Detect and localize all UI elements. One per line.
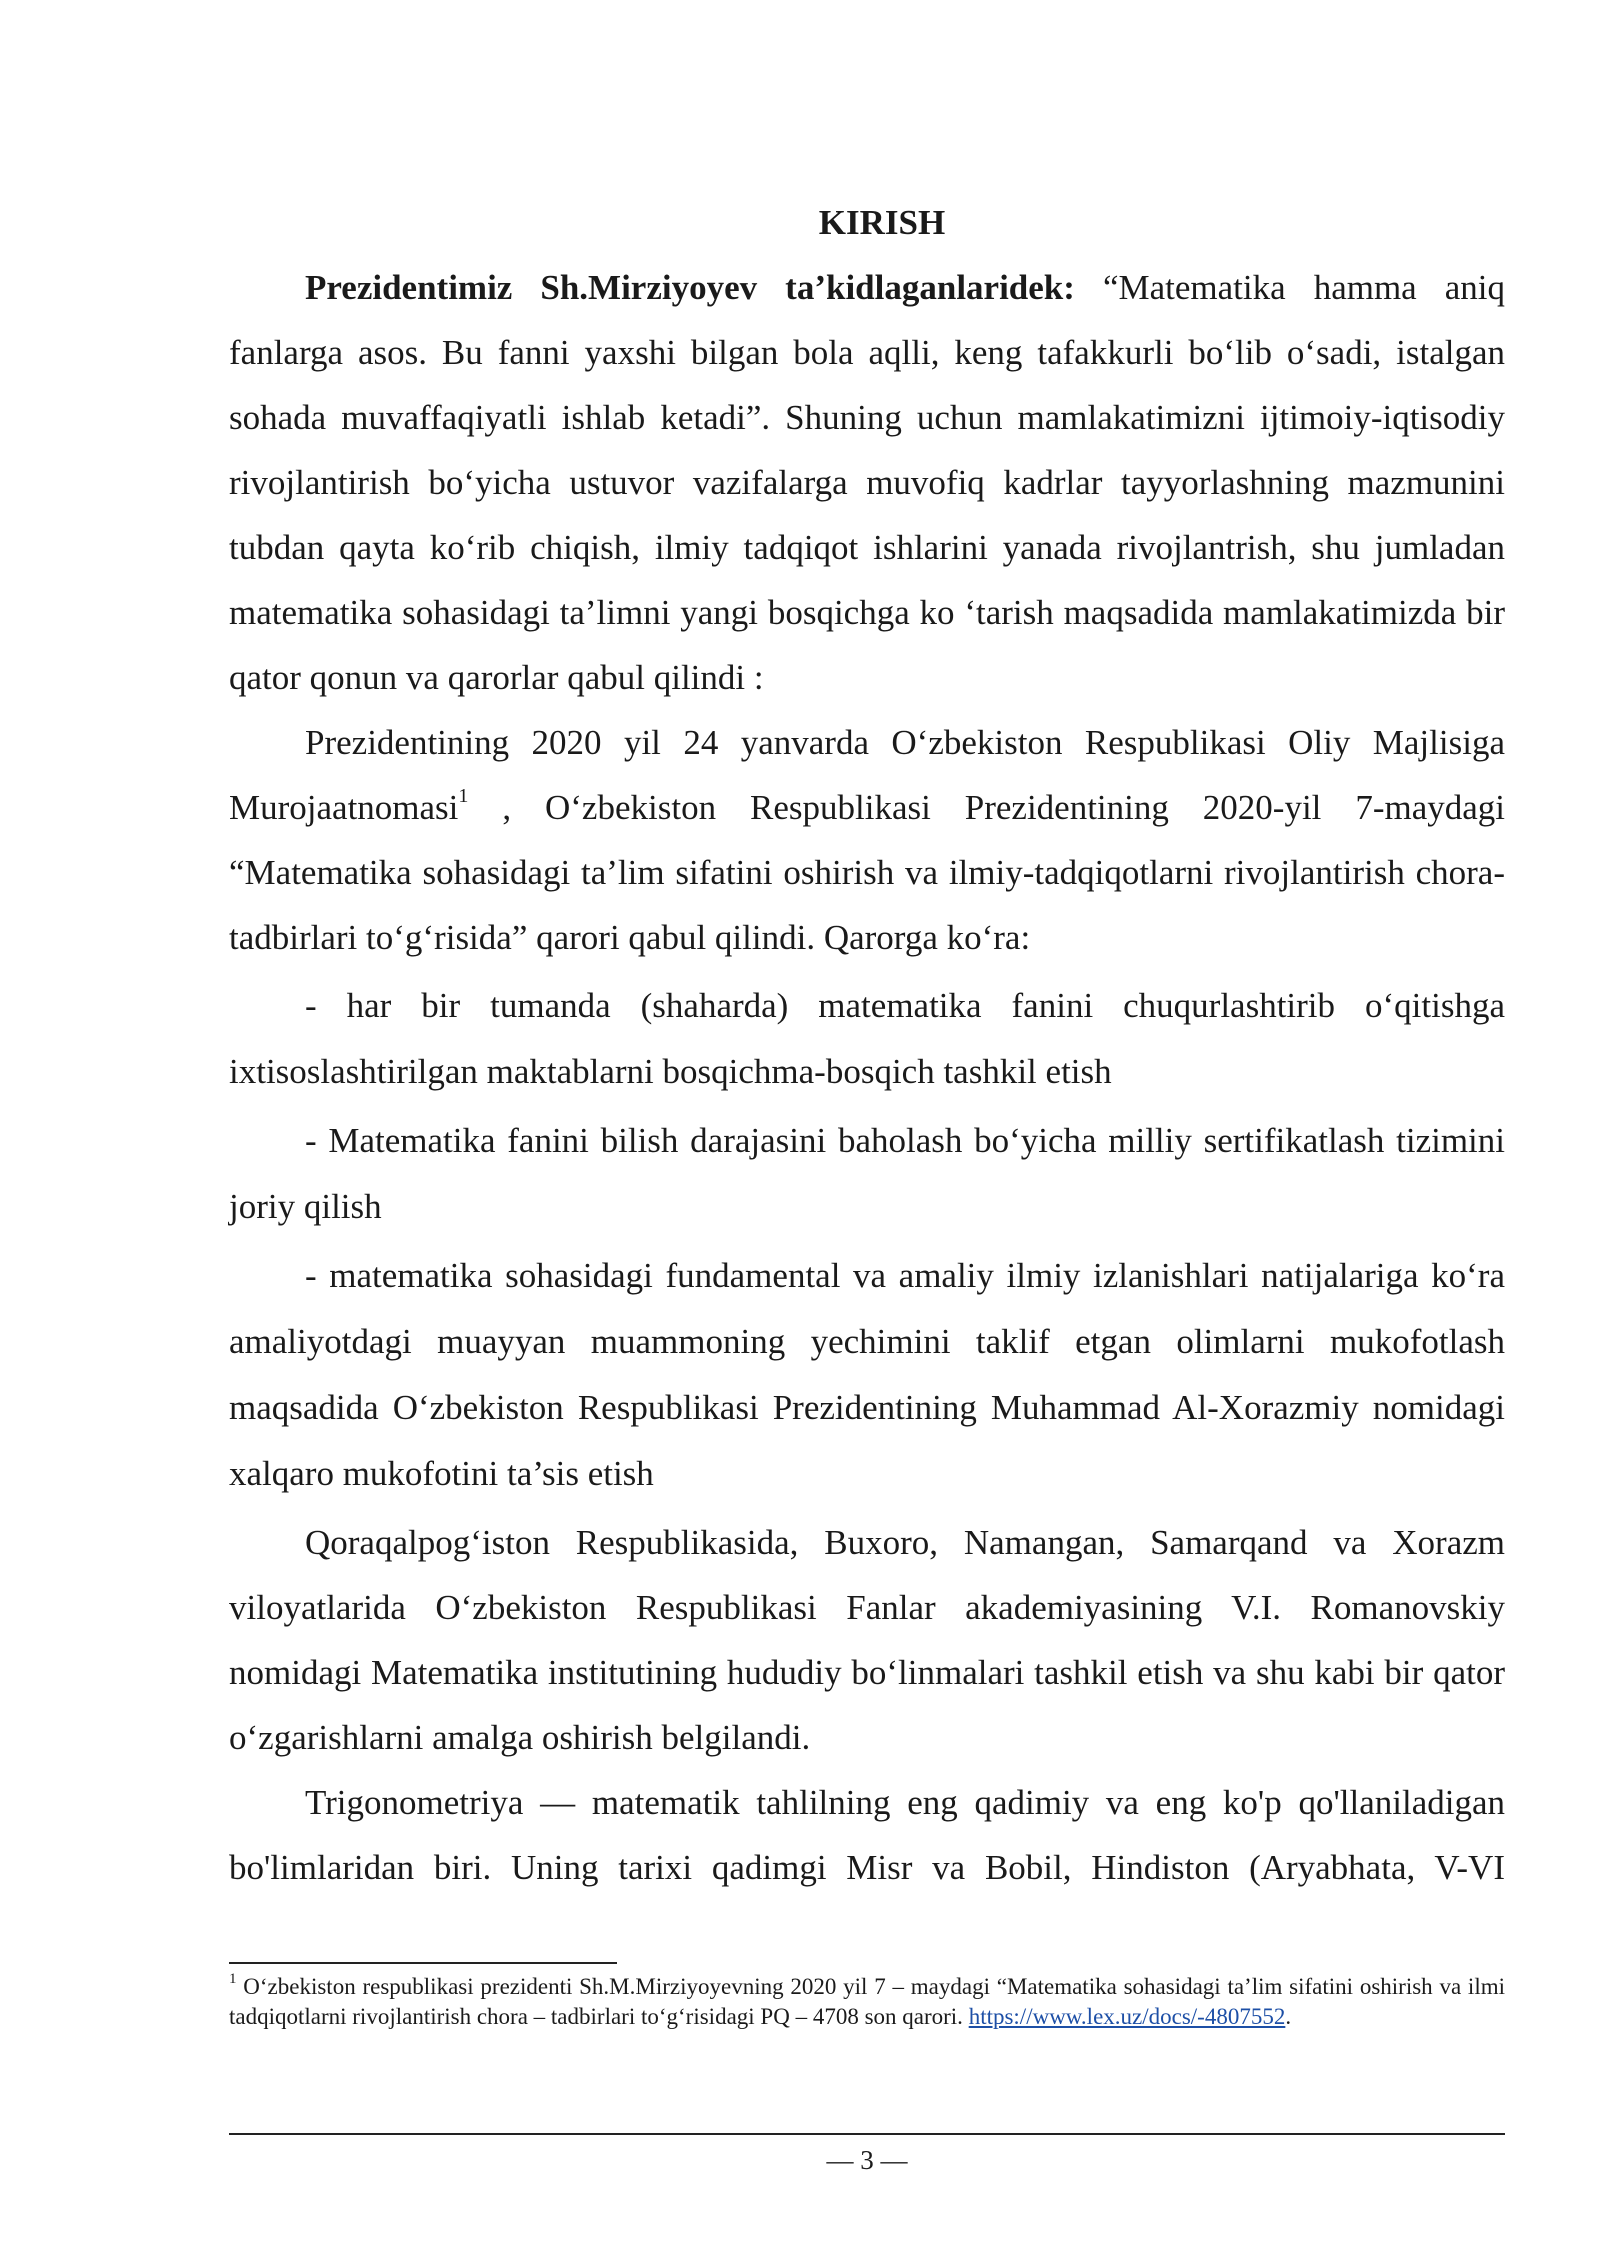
list-item: - Matematika fanini bilish darajasini baholash bo‘yicha milliy sertifikatlash tizimini joriy qilish [229, 1121, 1505, 1226]
footnote-number: 1 [229, 1971, 237, 1988]
list-item: - har bir tumanda (shaharda) matematika fanini chuqurlashtirib o‘qitishga ixtisoslashtirilgan maktablarni bosqichma-bosqich tashkil etish [229, 986, 1505, 1091]
footnote-end: . [1285, 2004, 1292, 2029]
footer-divider [229, 2133, 1505, 2135]
decree-paragraph [229, 710, 1505, 970]
page-body [229, 190, 1505, 1900]
president-quote-lead: Prezidentimiz Sh.Mirziyoyev ta’kidlaganlaridek: [305, 268, 1075, 307]
list-item: - matematika sohasidagi fundamental va amaliy ilmiy izlanishlari natijalariga ko‘ra amaliyotdagi muayyan muammoning yechimini taklif etgan olimlarni mukofotlash maqsadida O‘zbekiston Respublikasi Prezidentining Muhammad Al-Xorazmiy nomidagi xalqaro mukofotini ta’sis etish [229, 1256, 1505, 1493]
footnote-text: O‘zbekiston respublikasi prezidenti Sh.M.Mirziyoyevning 2020 yil 7 – maydagi “Matematika sohasidagi ta’lim sifatini oshirish va ilmi tadqiqotlarni rivojlantirish chora – tadbirlari to‘g‘risidagi PQ – 4708 son qarori. [229, 1974, 1505, 2029]
intro-paragraph [229, 255, 1505, 710]
decree-text-start: Prezidentining 2020 yil 24 yanvarda O‘zbekiston Respublikasi Oliy Majlisiga Murojaatnomasi [229, 723, 1505, 827]
regional-branches-paragraph: Qoraqalpog‘iston Respublikasida, Buxoro, Namangan, Samarqand va Xorazm viloyatlarida O‘zbekiston Respublikasi Fanlar akademiyasining V.I. Romanovskiy nomidagi Matematika institutining hududiy bo‘linmalari tashkil etish va shu kabi bir qator o‘zgarishlarni amalga oshirish belgilandi. [229, 1523, 1505, 1757]
intro-paragraph-text: “Matematika hamma aniq fanlarga asos. Bu fanni yaxshi bilgan bola aqlli, keng tafakkurli bo‘lib o‘sadi, istalgan sohada muvaffaqiyatli ishlab ketadi”. Shuning uchun mamlakatimizni ijtimoiy-iqtisodiy rivojlantirish bo‘yicha ustuvor vazifalarga muvofiq kadrlar tayyorlashning mazmunini tubdan qayta ko‘rib chiqish, ilmiy tadqiqot ishlarini yanada rivojlantrish, shu jumladan matematika sohasidagi ta’limni yangi bosqichga ko ‘tarish maqsadida mamlakatimizda bir qator qonun va qarorlar qabul qilindi : [229, 268, 1505, 697]
section-title: KIRISH [818, 203, 946, 242]
footnote [229, 1972, 1505, 2032]
footnote-separator [229, 1962, 617, 1964]
decree-text-end: , O‘zbekiston Respublikasi Prezidentining 2020-yil 7-maydagi “Matematika sohasidagi ta’lim sifatini oshirish va ilmiy-tadqiqotlarni rivojlantirish chora-tadbirlari to‘g‘risida” qarori qabul qilindi. Qarorga ko‘ra: [229, 788, 1505, 957]
footnote-reference[interactable]: 1 [458, 785, 469, 808]
footnote-link[interactable]: https://www.lex.uz/docs/-4807552 [968, 2004, 1286, 2029]
trigonometry-paragraph: Trigonometriya — matematik tahlilning eng qadimiy va eng ko'p qo'llaniladigan bo'limlaridan biri. Uning tarixi qadimgi Misr va Bobil, Hindiston (Aryabhata, V-VI [229, 1783, 1505, 1887]
page-number: — 3 — [826, 2145, 908, 2175]
